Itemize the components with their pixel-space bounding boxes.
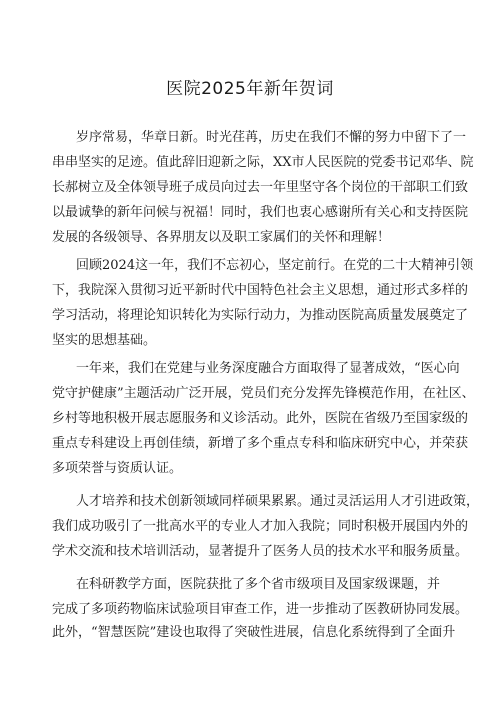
body-line: 以最诚挚的新年问候与祝福！同时，我们也衷心感谢所有关心和支持医院 <box>52 205 469 220</box>
body-line: 下，我院深入贯彻习近平新时代中国特色社会主义思想，通过形式多样的 <box>52 283 469 298</box>
body-line: 岁序常易，华章日新。时光荏苒，历史在我们不懈的努力中留下了一 <box>76 130 467 145</box>
body-line: 完成了多项药物临床试验项目审查工作，进一步推动了医教研协同发展。 <box>52 602 469 617</box>
body-line: 长郝树立及全体领导班子成员向过去一年里坚守各个岗位的干部职工们致 <box>52 180 469 195</box>
body-line: 一年来，我们在党建与业务深度融合方面取得了显著成效，“医心向 <box>76 361 460 376</box>
body-line: 学习活动，将理论知识转化为实际行动力，为推动医院高质量发展奠定了 <box>52 308 469 323</box>
body-line: 人才培养和技术创新领域同样硕果累累。通过灵活运用人才引进政策， <box>76 494 480 509</box>
body-line: 发展的各级领导、各界朋友以及职工家属们的关怀和理解！ <box>52 230 391 245</box>
body-line: 重点专科建设上再创佳绩，新增了多个重点专科和临床研究中心，并荣获 <box>52 436 469 451</box>
body-line: 在科研教学方面，医院获批了多个省市级项目及国家级课题，并 <box>76 577 441 592</box>
body-line: 回顾2024这一年，我们不忘初心，坚定前行。在党的二十大精神引领 <box>76 258 474 273</box>
body-line: 党守护健康”主题活动广泛开展，党员们充分发挥先锋模范作用，在社区、 <box>52 386 475 401</box>
body-line: 坚实的思想基础。 <box>52 333 157 348</box>
body-line: 乡村等地积极开展志愿服务和义诊活动。此外，医院在省级乃至国家级的 <box>52 411 469 426</box>
body-line: 我们成功吸引了一批高水平的专业人才加入我院；同时积极开展国内外的 <box>52 519 469 534</box>
body-line: 多项荣誉与资质认证。 <box>52 461 183 476</box>
body-line: 此外，“智慧医院”建设也取得了突破性进展，信息化系统得到了全面升 <box>52 625 456 640</box>
body-line: 串串坚实的足迹。值此辞旧迎新之际，XX市人民医院的党委书记邓华、院 <box>52 155 474 170</box>
body-line: 学术交流和技术培训活动，显著提升了医务人员的技术水平和服务质量。 <box>52 544 469 559</box>
document-title: 医院2025年新年贺词 <box>166 79 334 99</box>
